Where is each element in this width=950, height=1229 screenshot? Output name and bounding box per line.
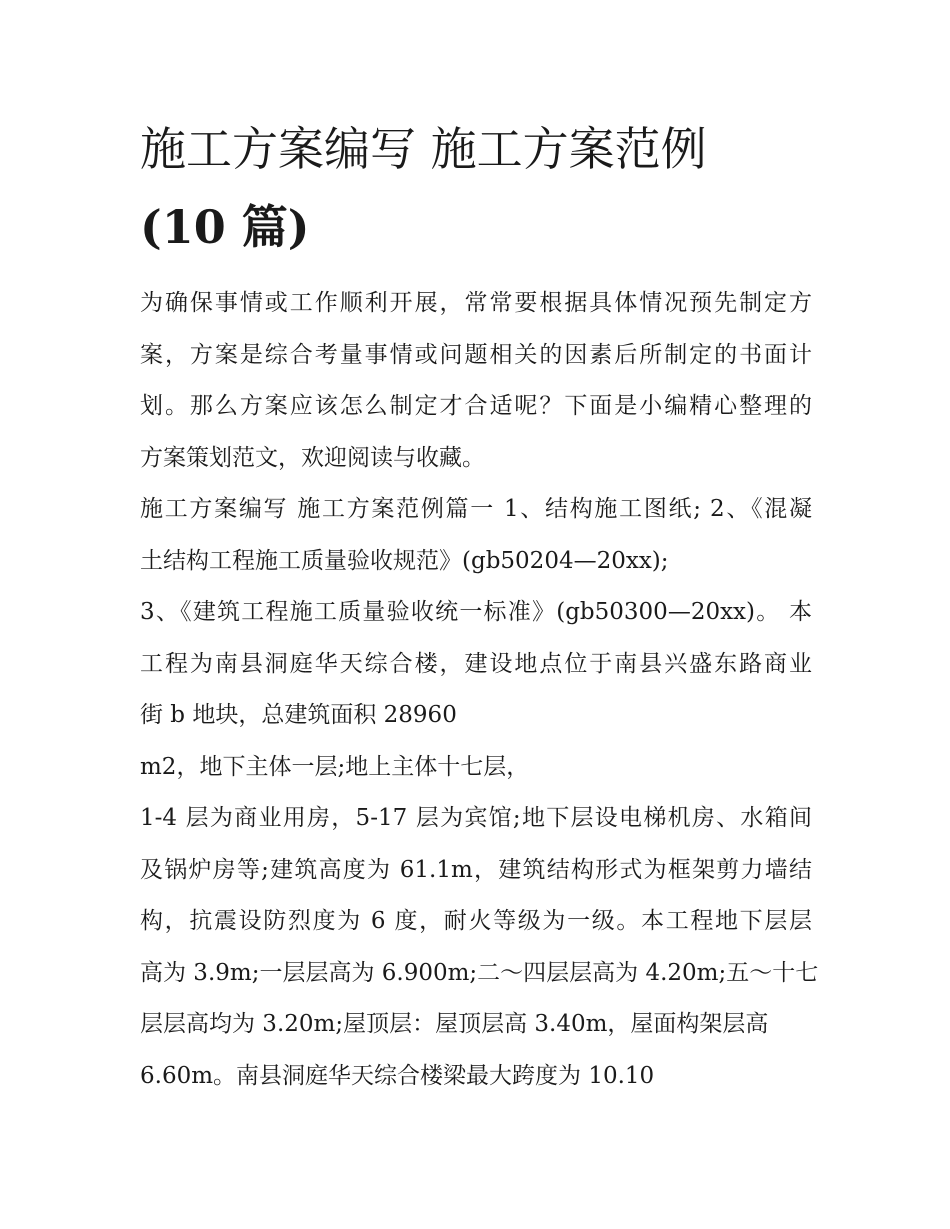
intro-line: 案，方案是综合考量事情或问题相关的因素后所制定的书面计: [140, 341, 812, 368]
title-line-1: 施工方案编写 施工方案范例: [140, 122, 707, 176]
body-line: 高为 3.9m;一层层高为 6.900m;二～四层层高为 4.20m;五～十七: [140, 959, 819, 986]
document-title: [140, 110, 812, 266]
intro-line: 为确保事情或工作顺利开展，常常要根据具体情况预先制定方: [140, 290, 812, 316]
body-line: 及锅炉房等;建筑高度为 61.1m，建筑结构形式为框架剪力墙结: [140, 856, 812, 883]
body-line: 3、《建筑工程施工质量验收统一标准》(gb50300—20xx)。 本: [140, 599, 812, 625]
content-paragraph: [140, 484, 819, 1102]
body-line: 层层高均为 3.20m;屋顶层：屋顶层高 3.40m，屋面构架层高: [140, 1011, 769, 1037]
intro-line: 方案策划范文，欢迎阅读与收藏。: [140, 444, 485, 471]
body-line: 工程为南县洞庭华天综合楼，建设地点位于南县兴盛东路商业: [140, 650, 812, 677]
document-body: [140, 278, 819, 1102]
body-line: 6.60m。南县洞庭华天综合楼梁最大跨度为 10.10: [140, 1062, 655, 1089]
intro-line: 划。那么方案应该怎么制定才合适呢？下面是小编精心整理的: [140, 393, 812, 419]
body-line: 土结构工程施工质量验收规范》(gb50204—20xx);: [140, 547, 669, 574]
title-line-2: (10 篇): [140, 200, 310, 254]
document-page: [140, 110, 819, 1102]
body-line: 街 b 地块，总建筑面积 28960: [140, 702, 457, 728]
body-line: 1-4 层为商业用房，5-17 层为宾馆;地下层设电梯机房、水箱间: [140, 805, 812, 831]
body-line: m2，地下主体一层;地上主体十七层，: [140, 753, 530, 780]
body-line: 构，抗震设防烈度为 6 度，耐火等级为一级。本工程地下层层: [140, 908, 812, 934]
body-line: 施工方案编写 施工方案范例篇一 1、结构施工图纸; 2、《混凝: [140, 496, 812, 522]
intro-paragraph: [140, 278, 812, 484]
